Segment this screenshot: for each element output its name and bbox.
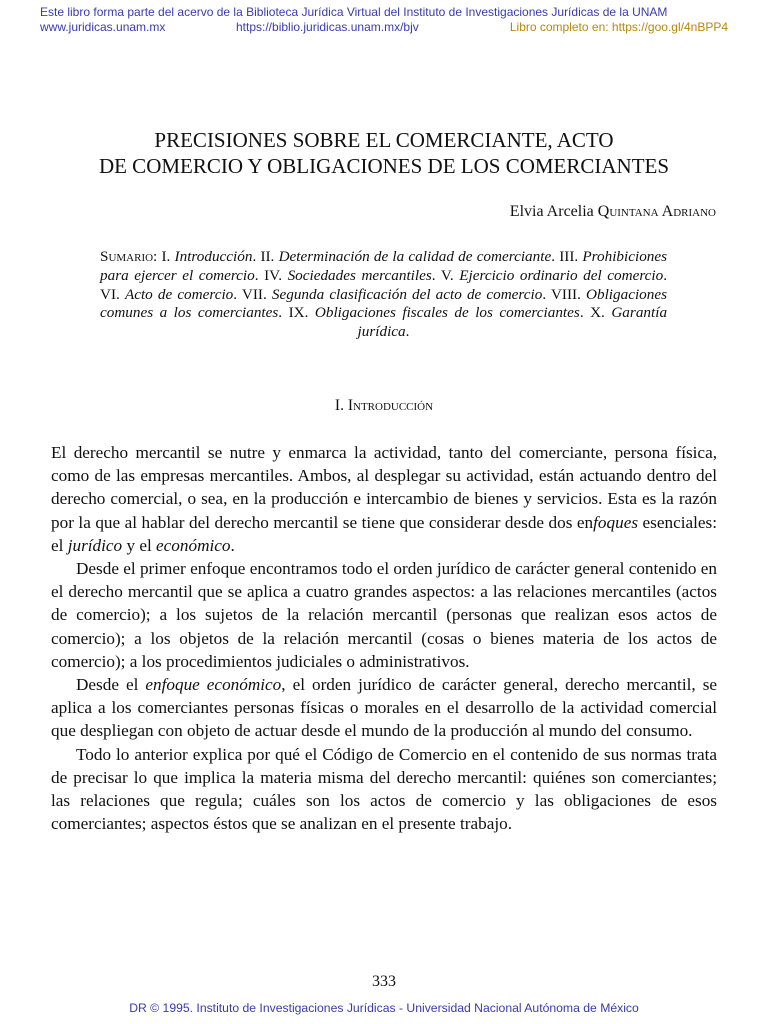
paragraph-3 xyxy=(51,673,717,743)
summary-num: III. xyxy=(559,248,579,265)
summary-num: VI. xyxy=(100,285,120,303)
full-book-link[interactable]: Libro completo en: https://goo.gl/4nBPP4 xyxy=(509,20,728,34)
summary: Sumario: I. Introducción. II. Determinación de la calidad de comerciante. III. Prohibiciones para ejercer el comercio. IV. Sociedades mercantiles. V. Ejercicio ordinario del comercio. VI. Acto de comercio. VII. Segunda clasificación del acto de comercio. VIII. Obligaciones comunes a los comerciantes. IX. Obligaciones fiscales de los comerciantes. X. Garantía jurídica. xyxy=(100,248,668,341)
summary-num: VII. xyxy=(241,285,267,303)
summary-num: VIII. xyxy=(550,285,581,303)
header-links xyxy=(40,20,728,34)
library-notice: Este libro forma parte del acervo de la Biblioteca Jurídica Virtual del Instituto de Investigaciones Jurídicas de la UNAM xyxy=(40,5,668,19)
summary-item: Ejercicio ordinario del comercio xyxy=(459,266,664,284)
summary-item: Determinación de la calidad de comerciante xyxy=(278,248,552,265)
section-heading xyxy=(40,397,728,415)
body-text xyxy=(51,441,717,835)
summary-item: Prohibiciones para ejercer el comercio xyxy=(100,248,668,284)
author-given-name: Elvia Arcelia xyxy=(509,203,594,220)
copyright-footer: DR © 1995. Instituto de Investigaciones Jurídicas - Universidad Nacional Autónoma de México xyxy=(129,1001,639,1015)
summary-num: X. xyxy=(590,304,605,322)
paragraph-2: Desde el primer enfoque encontramos todo el orden jurídico de carácter general contenido en el derecho mercantil que se aplica a cuatro grandes aspectos: a las relaciones mercantiles (actos de comercio); a los sujetos de la relación mercantil (personas que realizan esos actos de comercio); a los objetos de la relación mercantil (cosas o bienes materia de los actos de comercio); a los procedimientos judiciales o administrativos. xyxy=(51,559,717,671)
author-surname: Quintana Adriano xyxy=(597,203,716,220)
summary-item: Segunda clasificación del acto de comercio xyxy=(271,285,543,303)
summary-num: I. xyxy=(161,248,171,265)
section-title: Introducción xyxy=(347,397,434,414)
summary-item: Acto de comercio xyxy=(124,285,234,303)
summary-item: Introducción xyxy=(174,248,253,265)
summary-item: Garantía jurídica xyxy=(357,304,668,341)
p3-text-b: , el orden jurídico de carácter general, derecho mercantil, se aplica a los comerciantes personas físicas o morales en el desarrollo de la actividad comercial que despliegan con objeto de actuar desde el mundo de la producción al mundo del consumo. xyxy=(51,675,718,741)
p1-italic-b: jurídico xyxy=(67,535,123,555)
site-link[interactable]: www.juridicas.unam.mx xyxy=(40,20,166,34)
p1-text-b: esenciales: el xyxy=(51,512,717,555)
summary-item: Obligaciones fiscales de los comerciantes xyxy=(314,304,580,322)
summary-num: IX. xyxy=(288,304,309,322)
p1-text-a: El derecho mercantil se nutre y enmarca la actividad, tanto del comerciante, persona física, como de las empresas mercantiles. Ambos, al desplegar su actividad, están actuando dentro del derecho comercial, o sea, en la producción e intercambio de bienes y servicios. Esta es la razón por la que al hablar del derecho mercantil se tiene que considerar desde dos en xyxy=(51,443,717,532)
summary-item: Obligaciones comunes a los comerciantes xyxy=(100,285,668,322)
p1-text-d: . xyxy=(230,535,235,555)
p3-text-a: Desde el xyxy=(76,675,146,695)
bjv-link[interactable]: https://biblio.juridicas.unam.mx/bjv xyxy=(236,20,419,34)
section-number: I. xyxy=(334,397,344,414)
title-line-2: DE COMERCIO Y OBLIGACIONES DE LOS COMERCIANTES xyxy=(98,154,670,178)
title-line-1: PRECISIONES SOBRE EL COMERCIANTE, ACTO xyxy=(154,128,614,152)
summary-num: V. xyxy=(440,266,454,284)
summary-item: Sociedades mercantiles xyxy=(287,266,432,284)
summary-label: Sumario: xyxy=(100,248,158,265)
page-number: 333 xyxy=(372,973,396,990)
p1-italic-c: económico xyxy=(156,535,231,555)
p1-italic-a: foques xyxy=(593,512,639,532)
p3-italic-a: enfoque económico xyxy=(145,675,282,695)
p1-text-c: y el xyxy=(122,535,157,555)
summary-num: II. xyxy=(260,248,275,265)
summary-num: IV. xyxy=(264,266,282,284)
paragraph-1 xyxy=(51,441,717,557)
paragraph-4: Todo lo anterior explica por qué el Código de Comercio en el contenido de sus normas trata de precisar lo que implica la materia misma del derecho mercantil: quiénes son comerciantes; las relaciones que regula; cuáles son los actos de comercio y las obligaciones de esos comerciantes; aspectos éstos que se analizan en el presente trabajo. xyxy=(51,744,717,834)
chapter-title xyxy=(40,127,728,179)
author xyxy=(510,203,716,221)
